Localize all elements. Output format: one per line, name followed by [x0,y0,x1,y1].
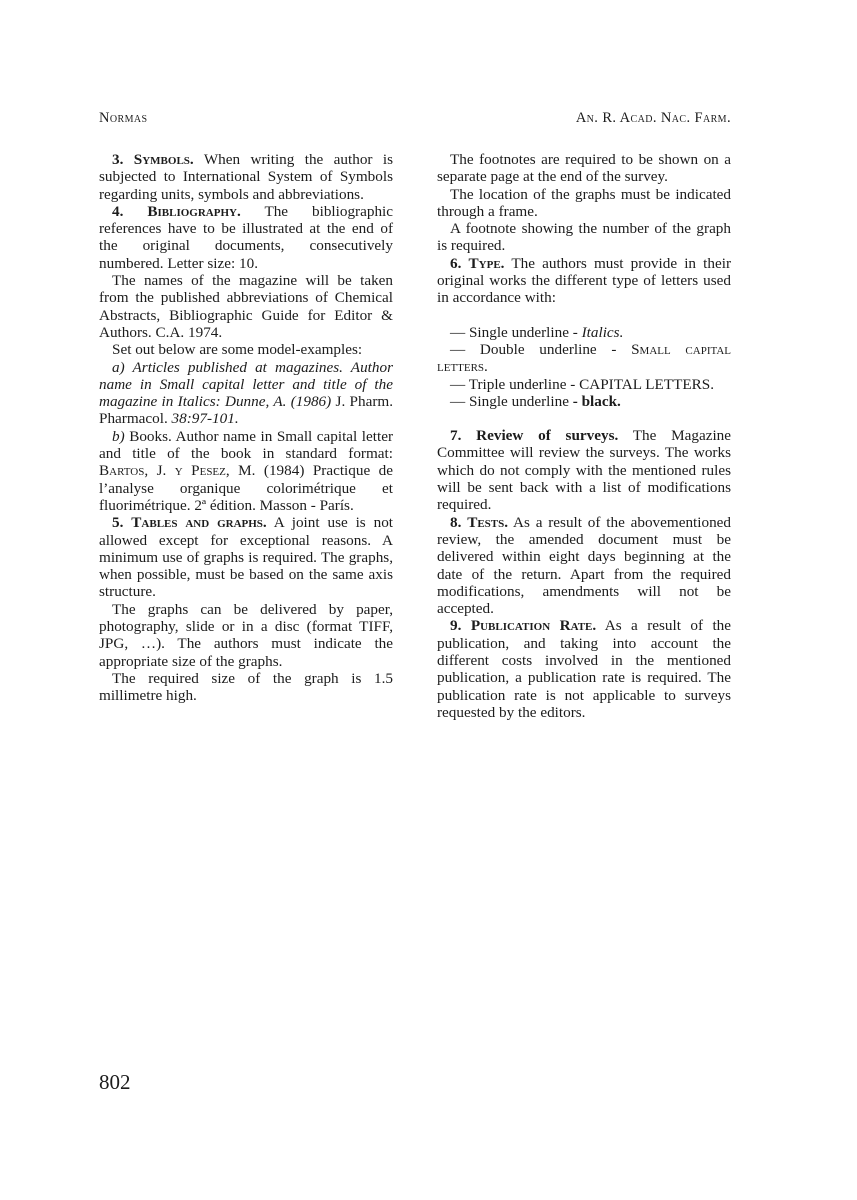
example-b-text: Books. Author name in Small capital letter and title of the book in standard format: [99,427,393,463]
example-b-authors: Bartos, J. y Pesez, M. [99,462,256,480]
paragraph-graph-size: The required size of the graph is 1.5 millimetre high. [99,669,393,705]
section-4-number: 4. [112,202,124,220]
section-7-title: Review of surveys. [476,427,619,445]
section-6-title: Type. [468,254,505,272]
example-a-label: a) [112,358,125,376]
section-8-text: As a result of the abovementioned review, the amended document must be delivered within eight days beginning at the date of the return. Apart from the required modifications, amendments will not be accepted. [437,513,731,618]
type-single-prefix: — Single underline - [450,323,582,341]
type-item-double-small-caps [437,341,731,376]
section-4-bibliography [99,203,393,272]
section-7-review [437,427,731,513]
section-3-text: When writing the author is subjected to International System of Symbols regarding units, symbols and abbreviations. [99,151,393,203]
section-9-number: 9. [450,617,462,635]
example-b-rest: (1984) Practique de l’analyse organique colorimétrique et fluorimétrique. 2ª édition. Masson - París. [99,462,393,514]
type-single-value: Italics. [581,323,624,341]
type-item-single-black [437,393,731,410]
section-5-title: Tables and graphs. [131,514,267,532]
paragraph-magazine-names: The names of the magazine will be taken from the published abbreviations of Chemical Abstracts, Bibliographic Guide for Editor & Authors. C.A. 1974. [99,272,393,341]
paragraph-model-examples: Set out below are some model-examples: [112,341,363,359]
example-a-reference: 38:97-101. [167,410,239,428]
type-item-triple-capitals [437,376,731,393]
paragraph-graph-location: The location of the graphs must be indicated through a frame. [437,185,731,220]
paragraph-footnote-number: A footnote showing the number of the graph is required. [437,220,731,255]
section-6-number: 6. [450,254,462,272]
type-triple-value: CAPITAL LETTERS. [579,375,714,393]
type-black-value: - black. [568,392,621,410]
paragraph-graphs-delivery: The graphs can be delivered by paper, photography, slide or in a disc (format TIFF, JPG, …). The authors must indicate the appropriate size of the graphs. [99,600,393,670]
section-7-number: 7. [450,427,462,445]
section-6-type [437,255,731,307]
example-a-journal: J. Pharm. Pharmacol. [99,393,394,428]
section-8-title: Tests. [467,513,509,531]
section-8-number: 8. [450,513,462,531]
section-7-text: The Magazine Committee will review the surveys. The works which do not comply with the mentioned rules will be sent back with a list of modifications required. [437,427,731,514]
type-triple-prefix: — Triple underline - [450,375,580,393]
header-journal-name: An. R. Acad. Nac. Farm. [575,110,731,126]
example-b-books [99,428,393,514]
section-6-text: The authors must provide in their original works the different type of letters used in accordance with: [437,254,732,307]
example-a-italic-text: Articles published at magazines. Author name in Small capital letter and title of the magazine in Italics: Dunne, A. (1986) [99,358,393,411]
page-number: 802 [99,1070,131,1094]
example-b-label: b) [112,427,125,445]
section-5-tables-graphs [99,514,393,600]
section-9-publication-rate [437,617,731,721]
section-3-symbols [99,151,393,203]
left-column [99,151,393,705]
section-3-number: 3. [112,151,124,168]
type-double-prefix: — Double underline - [450,340,632,358]
paragraph-footnotes: The footnotes are required to be shown on a separate page at the end of the survey. [437,151,731,186]
right-column [437,151,731,721]
section-5-number: 5. [112,514,124,532]
running-header [99,110,731,130]
section-8-tests [437,514,731,618]
section-4-text: The bibliographic references have to be illustrated at the end of the original documents, consecutively numbered. Letter size: 10. [99,202,393,272]
type-black-prefix: — Single underline [450,392,569,410]
section-9-title: Publication Rate. [470,617,597,635]
section-9-text: As a result of the publication, and taking into account the different costs involved in the mentioned publication, a publication rate is required. The publication rate is not applicable to surveys requested by the editors. [437,617,731,721]
section-3-title: Symbols. [133,151,194,168]
example-a-articles [99,359,393,428]
section-5-text: A joint use is not allowed except for exceptional reasons. A minimum use of graphs is required. The graphs, when possible, must be based on the same axis structure. [99,514,394,601]
type-item-single-italics [437,324,731,341]
section-4-title: Bibliography. [147,202,241,220]
type-double-value: Small capital letters. [437,340,731,376]
header-section-name: Normas [99,110,148,126]
